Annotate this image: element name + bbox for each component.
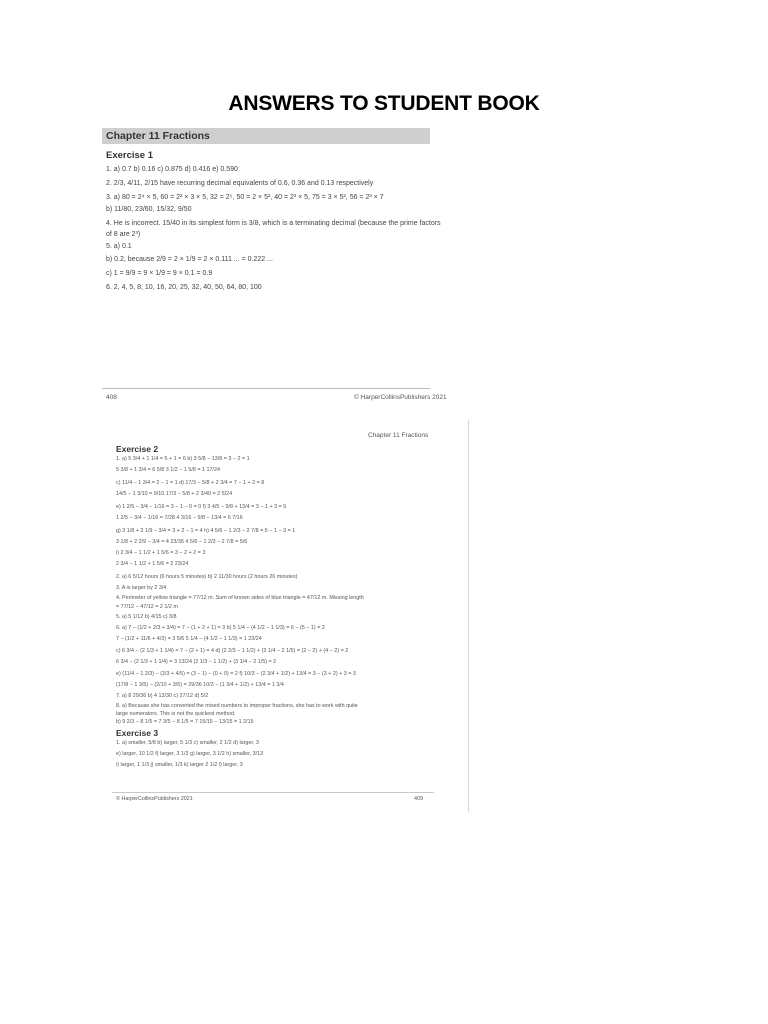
answer-line: i) larger, 1 1/3 j) smaller, 1/3 k) larger 2 1/2 l) larger, 3 [116,762,243,768]
answer-line: 5 3/8 + 1 3/4 = 6 5/8 3 1/2 − 1 5/8 = 1 17/24 [116,467,221,473]
answer-line: 1. a) 0.7 b) 0.16 c) 0.875 d) 0.416 e) 0.590 [106,166,238,173]
chapter-title: Chapter 11 Fractions [106,130,210,142]
answer-line: 3 1/8 + 2 2/9 − 3/4 = 4 23/36 4 5/6 − 1 2/3 − 2 7/8 = 5/6 [116,539,248,545]
answer-line: 8. a) Because she has converted the mixed numbers to improper fractions, she has to work with quite [116,703,358,709]
answer-line: of 8 are 2³) [106,231,141,238]
answer-line: 2 3/4 − 1 1/2 + 1 5/6 = 2 23/24 [116,561,189,567]
answer-line: 4. Perimeter of yellow triangle = 77/12 m. Sum of known sides of blue triangle = 47/12 m. Missing length [116,595,364,601]
answer-line: large numerators. This is not the quickest method. [116,711,236,717]
answer-line: 4. He is incorrect. 15/40 in its simplest form is 3/8, which is a terminating decimal (because the prime factors [106,220,441,227]
answer-line: 5. a) 5 1/12 b) 4/15 c) 3/8 [116,614,177,620]
answer-line: 7 − (1/2 + 11/6 + 4/3) = 3 5/6 5 1/4 − (4 1/2 − 1 1/3) = 1 23/24 [116,636,262,642]
answer-line: 14/5 − 1 3/10 = 9/10 17/3 − 5/8 + 2 3/40 = 2 5/24 [116,491,233,497]
answer-line: (17/8 − 1 3/5) − (2/10 + 3/5) = 29/36 10/3 − (1 3/4 + 1/2) + 13/4 = 1 3/4 [116,682,284,688]
answer-line: c) 1 = 9/9 = 9 × 1/9 = 9 × 0.1 = 0.9 [106,270,213,277]
page-title: ANSWERS TO STUDENT BOOK [228,92,540,115]
answer-line: i) 2 3/4 − 1 1/2 + 1 5/6 = 3 − 2 + 2 = 3 [116,550,206,556]
exercise-2-heading: Exercise 2 [116,444,159,454]
exercise-1-heading: Exercise 1 [106,150,154,161]
page-divider [102,388,430,389]
answer-line: e) (11/4 − 1 2/3) − (2/3 + 4/5) = (3 − 1) − (0 + 0) = 2 f) 10/3 − (2 3/4 + 1/2) + 13/4 = 3 − (3 + 2) + 3 = 3 [116,671,356,677]
exercise-3-heading: Exercise 3 [116,728,159,738]
publisher-footer: © HarperCollinsPublishers 2021 [354,394,447,401]
answer-line: 3. A is larger by 2 3/4 [116,585,167,591]
answer-line: e) larger, 10 1/2 f) larger, 3 1/3 g) larger, 3 1/2 h) smaller, 3/13 [116,751,264,757]
answer-line: 3. a) 80 = 2⁴ × 5, 60 = 2² × 3 × 5, 32 = 2⁵, 50 = 2 × 5², 40 = 2³ × 5, 75 = 3 × 5², 56 = 2³ × 7 [106,194,384,201]
answer-line: e) 1 2/5 − 3/4 − 1/16 = 3 − 1 − 0 = 0 f) 3 4/5 − 9/8 + 13/4 = 3 − 1 + 3 = 5 [116,504,287,510]
answer-line: b) 11/80, 23/60, 15/32, 9/50 [106,206,192,213]
answer-line: = 77/12 − 47/12 = 2 1/2 m [116,604,178,610]
answer-line: c) 6 3/4 − (2 1/3 + 1 1/4) = 7 − (2 + 1) = 4 d) (2 2/3 − 1 1/2) + (3 1/4 − 2 1/5) = (2 − 2) + (4 − 2) = 2 [116,648,349,654]
running-header: Chapter 11 Fractions [368,432,429,439]
answer-line: 2. a) 6 5/12 hours (6 hours 5 minutes) b) 2 11/30 hours (2 hours 26 minutes) [116,574,298,580]
answer-line: b) 0.2, because 2/9 = 2 × 1/9 = 2 × 0.111 ... = 0.222 ... [106,256,273,263]
answer-line: 7. a) 8 29/36 b) 4 13/30 c) 27/12 d) 5/2 [116,693,209,699]
answer-line: 6. 2, 4, 5, 8, 10, 16, 20, 25, 32, 40, 50, 64, 80, 100 [106,284,262,291]
answer-line: 6. a) 7 − (1/2 + 2/3 + 3/4) = 7 − (1 + 2 + 1) = 3 b) 5 1/4 − (4 1/2 − 1 1/3) = 6 − (5 − 1) = 2 [116,625,325,631]
answer-line: 2. 2/3, 4/11, 2/15 have recurring decimal equivalents of 0.6, 0.36 and 0.13 respectively [106,180,374,187]
page-divider [112,792,434,793]
answer-line: 5. a) 0.1 [106,243,132,250]
answer-line: 1. a) 5 3/4 + 1 1/4 = 5 + 1 = 6 b) 3 5/8 − 13/8 = 3 − 2 = 1 [116,456,250,462]
answer-line: 1 2/5 − 3/4 − 1/16 = 7/28 4 3/16 − 9/8 − 13/4 = 6 7/16 [116,515,243,521]
answer-line: 6 3/4 − (2 1/3 + 1 1/4) = 3 13/24 (2 1/3 − 1 1/2) + (3 1/4 − 2 1/5) = 2 [116,659,277,665]
answer-line: 1. a) smaller, 5/8 b) larger, 5 1/3 c) smaller, 2 1/2 d) larger, 3 [116,740,259,746]
answer-line: b) 9 2/3 − 8 1/5 = 7 3/5 − 8 1/5 = 7 15/15 − 13/15 = 1 2/15 [116,719,254,725]
answer-line: c) 11/4 − 1 3/4 = 2 − 1 = 1 d) 17/3 − 5/8 + 2 3/4 = 7 − 1 + 2 = 8 [116,480,265,486]
page-number: 408 [106,394,117,401]
answer-line: g) 3 1/8 + 2 1/9 − 3/4 = 3 + 2 − 1 = 4 h) 4 5/6 − 1 2/3 − 2 7/8 = 5 − 1 − 3 = 1 [116,528,296,534]
page-number: 409 [414,796,423,802]
publisher-footer: © HarperCollinsPublishers 2021 [116,796,193,802]
page-edge [468,420,469,812]
